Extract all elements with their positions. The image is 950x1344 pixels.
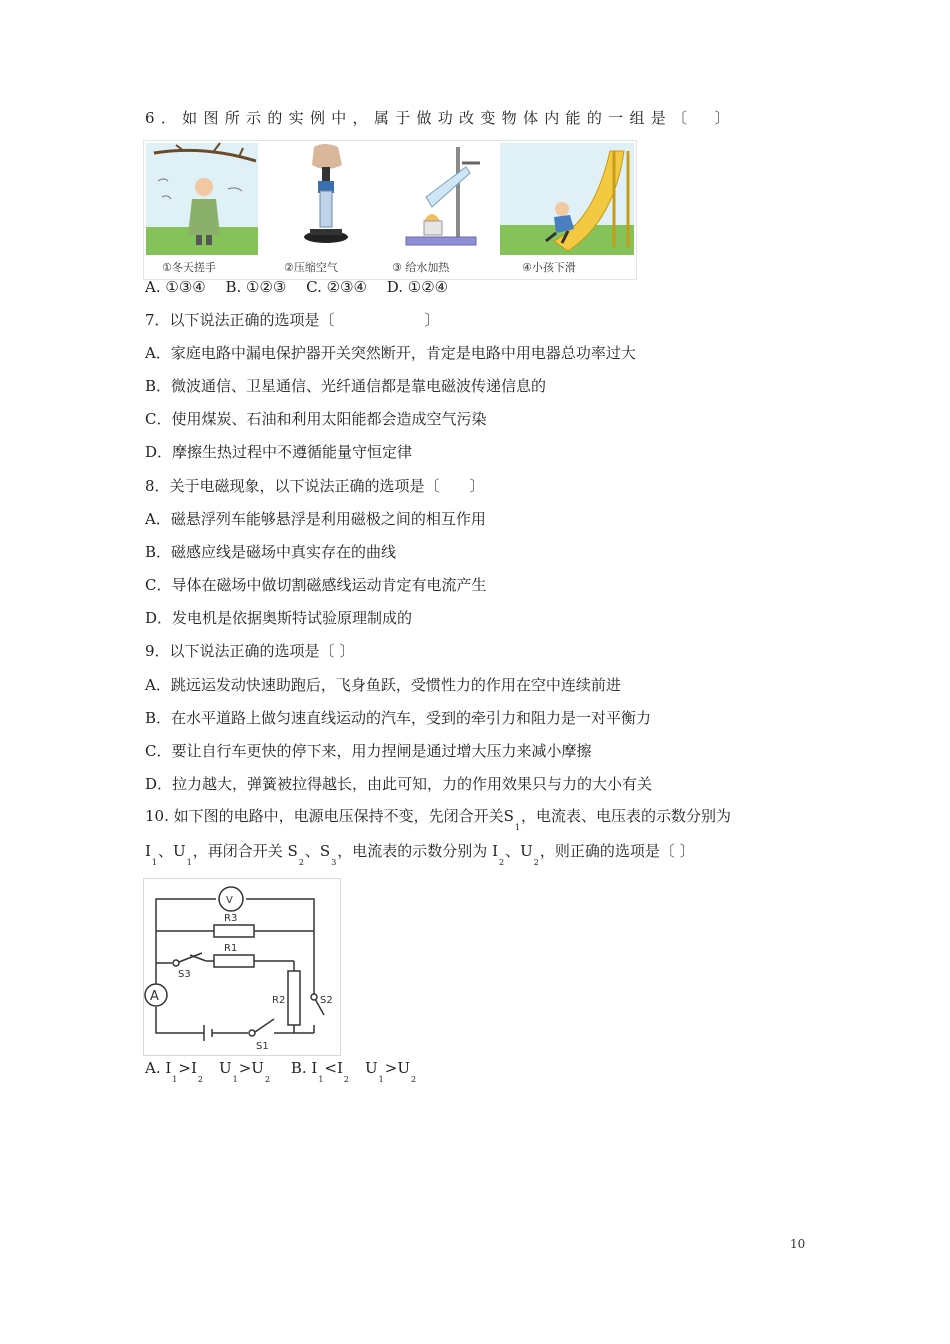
q10-options [145,1058,417,1084]
resistor-r1 [214,955,254,967]
caption-panel-4: ④小孩下滑 [522,261,576,274]
resistor-r2 [288,971,300,1025]
q6-figure [143,140,637,280]
q10-opt-sub: 2 [343,1075,349,1084]
q10-opt-seg: U [350,1059,378,1077]
q10-opt-sub: 1 [318,1075,324,1084]
q10-opt-seg: U [203,1059,232,1077]
q10-opt-seg: A. I [145,1059,172,1077]
q7-option-d: D．摩擦生热过程中不遵循能量守恒定律 [145,443,413,461]
q10-l2-seg: I [145,842,151,860]
q6-stem: 6．如图所示的实例中，属于做功改变物体内能的一组是〔 〕 [145,109,736,127]
r3-label: R3 [224,913,238,924]
caption-panel-1: ①冬天搓手 [162,261,216,274]
q8-stem: 8．关于电磁现象，以下说法正确的选项是〔 〕 [145,477,485,495]
q10-opt-seg: >U [238,1059,264,1077]
q10-l2-seg: 、U [158,842,186,860]
caption-panel-3: ③ 给水加热 [392,261,450,274]
q7-option-b: B．微波通信、卫星通信、光纤通信都是靠电磁波传递信息的 [145,377,547,395]
q10-opt-seg: >I [178,1059,197,1077]
q9-stem: 9．以下说法正确的选项是〔 〕 [145,642,355,660]
q10-stem-text-a: 10. 如下图的电路中，电源电压保持不变，先闭合开关S [145,807,514,825]
s1-label: S1 [256,1041,269,1052]
q10-l2-sub: 1 [186,858,192,867]
q7-stem: 7．以下说法正确的选项是〔 〕 [145,311,440,329]
q7-option-a: A．家庭电路中漏电保护器开关突然断开，肯定是电路中用电器总功率过大 [145,344,636,362]
q10-l2-sub: 1 [151,858,158,867]
q10-l2-seg: ，则正确的选项是〔 〕 [539,842,695,860]
circuit-diagram [144,879,340,1055]
q8-option-a: A．磁悬浮列车能够悬浮是利用磁极之间的相互作用 [145,510,486,528]
q8-option-b: B．磁感应线是磁场中真实存在的曲线 [145,543,397,561]
r2-label: R2 [272,995,286,1006]
ammeter-label: A [150,989,159,1004]
q8-option-d: D．发电机是依据奥斯特试验原理制成的 [145,609,413,627]
q10-stem-line-1 [145,806,732,832]
q10-opt-sub: 2 [197,1075,203,1084]
s2-label: S2 [320,995,333,1006]
q9-option-b: B．在水平道路上做匀速直线运动的汽车，受到的牵引力和阻力是一对平衡力 [145,709,652,727]
caption-panel-2: ②压缩空气 [284,261,338,274]
q10-circuit-figure [143,878,341,1056]
q10-opt-seg: <I [324,1059,343,1077]
panel-rubbing-hands-image [146,143,258,255]
q10-opt-sub: 1 [378,1075,384,1084]
q10-l2-seg: ，电流表的示数分别为 I [337,842,498,860]
q10-stem-text-b: ，电流表、电压表的示数分别为 [521,807,732,825]
q7-option-c: C．使用煤炭、石油和利用太阳能都会造成空气污染 [145,410,487,428]
q10-l2-sub: 2 [499,858,505,867]
r1-label: R1 [224,943,238,954]
voltmeter-label: V [226,895,233,906]
q10-l2-seg: ，再闭合开关 S [192,842,298,860]
resistor-r3 [214,925,254,937]
q10-l2-sub: 2 [298,858,304,867]
panel-heating-water-image [394,143,492,255]
s3-label: S3 [178,969,191,980]
q10-stem-line-2 [145,841,695,867]
q10-opt-sub: 2 [264,1075,271,1084]
q10-stem-sub: 1 [514,823,520,832]
q10-opt-sub: 2 [410,1075,417,1084]
q9-option-a: A．跳远运发动快速助跑后，飞身鱼跃，受惯性力的作用在空中连续前进 [145,676,621,694]
q6-options: A. ①③④ B. ①②③ C. ②③④ D. ①②④ [145,278,449,296]
q10-opt-seg: >U [384,1059,410,1077]
q8-option-c: C．导体在磁场中做切割磁感线运动肯定有电流产生 [145,576,487,594]
q10-opt-sub: 1 [172,1075,178,1084]
page-number: 10 [790,1237,806,1251]
q9-option-d: D．拉力越大，弹簧被拉得越长，由此可知，力的作用效果只与力的大小有关 [145,775,653,793]
q10-l2-sub: 3 [331,858,337,867]
q10-l2-sub: 2 [533,858,539,867]
panel-air-compression-image [272,143,380,255]
q10-l2-seg: 、S [304,842,331,860]
q10-l2-seg: 、U [505,842,533,860]
panel-child-sliding-image [500,143,634,255]
q10-opt-seg: B. I [271,1059,318,1077]
q10-opt-sub: 1 [232,1075,238,1084]
q9-option-c: C．要让自行车更快的停下来，用力捏闸是通过增大压力来减小摩擦 [145,742,592,760]
